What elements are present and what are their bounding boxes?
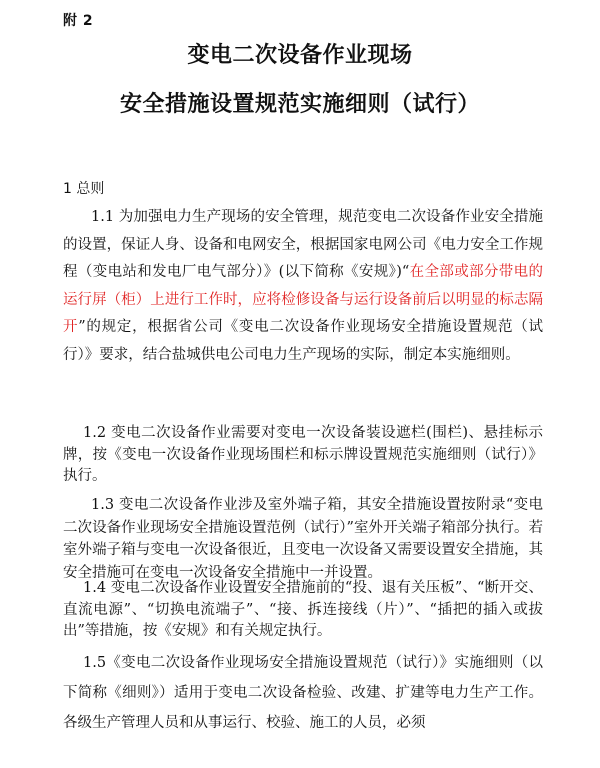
paragraph-1-3: 1.3 变电二次设备作业涉及室外端子箱，其安全措施设置按附录“变电二次设备作业现场安全措施设置范例（试行）”室外开关端子箱部分执行。若室外端子箱与变电一次设备很近，且变电一次设备又需要设置安全措施，其安全措施可在变电一次设备安全措施中一并设置。 bbox=[63, 497, 543, 581]
annex-label: 附 2 bbox=[63, 13, 94, 29]
paragraph-1-1 bbox=[63, 204, 543, 369]
document-title-line-2: 安全措施设置规范实施细则（试行） bbox=[119, 92, 480, 117]
paragraph-1-2: 1.2 变电二次设备作业需要对变电一次设备装设遮栏(围栏)、悬挂标示牌，按《变电一次设备作业现场围栏和标示牌设置规范实施细则（试行）》执行。 bbox=[63, 425, 543, 484]
section-heading-general: 1 总则 bbox=[63, 181, 105, 197]
paragraph-1-5: 1.5《变电二次设备作业现场安全措施设置规范（试行）》实施细则（以下简称《细则》）适用于变电二次设备检验、改建、扩建等电力生产工作。各级生产管理人员和从事运行、校验、施工的人员，必须 bbox=[63, 655, 543, 731]
paragraph-1-1-text-before: 1.1 为加强电力生产现场的安全管理，规范变电二次设备作业安全措施的设置，保证人身、设备和电网安全，根据国家电网公司《电力安全工作规程（变电站和发电厂电气部分）》(以下简称《安规》)“ bbox=[63, 209, 543, 280]
document-title-line-1: 变电二次设备作业现场 bbox=[187, 43, 413, 68]
paragraph-1-1-text-after: ”的规定，根据省公司《变电二次设备作业现场安全措施设置规范（试行）》要求，结合盐城供电公司电力生产现场的实际，制定本实施细则。 bbox=[63, 319, 543, 363]
paragraph-1-1-highlight: 在全部或部分带电的运行屏（柜）上进行工作时，应将检修设备与运行设备前后以明显的标志隔开 bbox=[63, 264, 543, 335]
paragraph-1-4: 1.4 变电二次设备作业设置安全措施前的“投、退有关压板”、“断开交、直流电源”、“切换电流端子”、“接、拆连接线（片）”、“插把的插入或拔出”等措施，按《安规》和有关规定执行。 bbox=[63, 580, 543, 639]
